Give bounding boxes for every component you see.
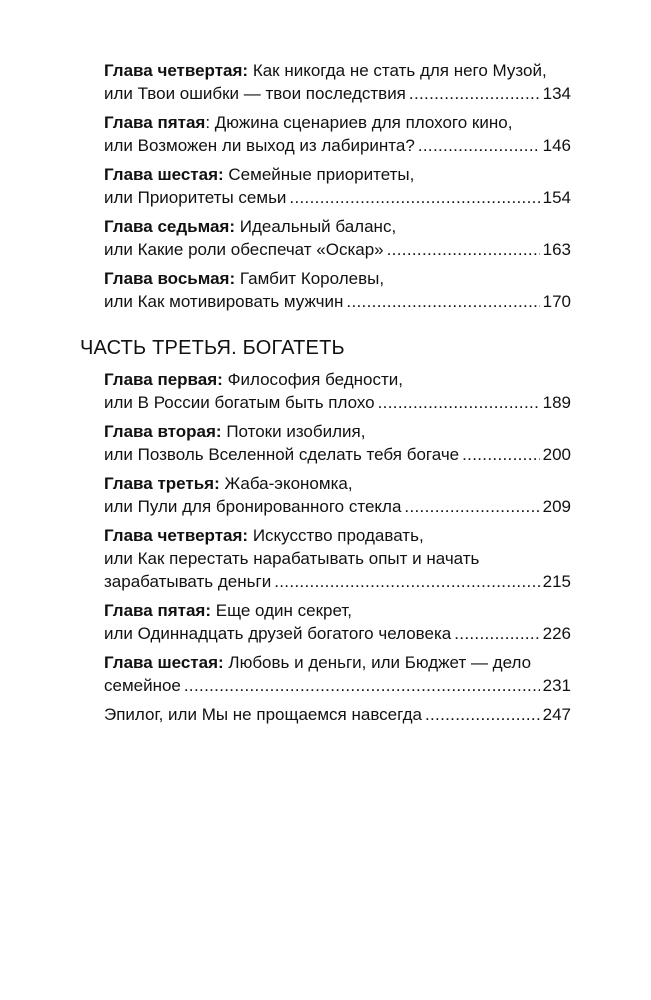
chapter-label: Глава восьмая: xyxy=(104,269,236,288)
entry-last-line xyxy=(104,703,571,726)
dot-leader xyxy=(425,703,540,726)
chapter-title: Искусство продавать, xyxy=(252,526,424,545)
dot-leader xyxy=(378,391,540,414)
chapter-title: Потоки изобилия, xyxy=(226,422,366,441)
entry-last-line xyxy=(104,134,571,157)
chapter-label: Глава третья: xyxy=(104,474,220,493)
dot-leader xyxy=(387,238,540,261)
dot-leader xyxy=(274,570,539,593)
toc-entry-chapter-3-frog[interactable] xyxy=(104,472,571,518)
entry-heading-line xyxy=(104,267,571,290)
epilogue-title: Эпилог, или Мы не прощаемся навсегда xyxy=(104,705,422,724)
chapter-title: Любовь и деньги, или Бюджет — дело xyxy=(228,653,532,672)
chapter-subtitle: или Возможен ли выход из лабиринта? xyxy=(104,136,415,155)
entry-last-line xyxy=(104,238,571,261)
chapter-title: Идеальный баланс, xyxy=(239,217,397,236)
toc-entry-chapter-6-love-money[interactable] xyxy=(104,651,571,697)
entry-last-line xyxy=(104,82,571,105)
toc-entry-chapter-5-secret[interactable] xyxy=(104,599,571,645)
page-number: 215 xyxy=(542,572,571,591)
toc-part-three xyxy=(104,368,571,732)
chapter-label: Глава вторая: xyxy=(104,422,222,441)
chapter-title: : Дюжина сценариев для плохого кино, xyxy=(205,113,513,132)
chapter-label: Глава пятая xyxy=(104,113,206,132)
entry-heading-line xyxy=(104,472,571,495)
toc-entry-chapter-4-muse[interactable] xyxy=(104,59,571,105)
page-number: 209 xyxy=(542,497,571,516)
dot-leader xyxy=(289,186,539,209)
entry-last-line xyxy=(104,290,571,313)
entry-last-line xyxy=(104,391,571,414)
entry-heading-line xyxy=(104,524,571,547)
page-number: 247 xyxy=(542,705,571,724)
page-number: 226 xyxy=(542,624,571,643)
chapter-subtitle: или В России богатым быть плохо xyxy=(104,393,375,412)
chapter-label: Глава пятая: xyxy=(104,601,211,620)
toc-entry-epilogue[interactable] xyxy=(104,703,571,726)
chapter-label: Глава шестая: xyxy=(104,165,224,184)
dot-leader xyxy=(409,82,540,105)
page-number: 200 xyxy=(542,445,571,464)
chapter-subtitle: или Позволь Вселенной сделать тебя богаче xyxy=(104,445,460,464)
chapter-label: Глава седьмая: xyxy=(104,217,235,236)
chapter-subtitle: или Приоритеты семьи xyxy=(104,188,287,207)
entry-last-line xyxy=(104,495,571,518)
entry-heading-line xyxy=(104,111,571,134)
toc-entry-chapter-1-poverty[interactable] xyxy=(104,368,571,414)
chapter-title: Семейные приоритеты, xyxy=(228,165,415,184)
toc-entry-chapter-5-scenarios[interactable] xyxy=(104,111,571,157)
chapter-label: Глава четвертая: xyxy=(104,61,249,80)
toc-part-two-continued xyxy=(104,59,571,319)
page-number: 134 xyxy=(542,84,571,103)
entry-last-line xyxy=(104,674,571,697)
dot-leader xyxy=(418,134,540,157)
chapter-title: Гамбит Королевы, xyxy=(239,269,385,288)
entry-last-line xyxy=(104,186,571,209)
entry-heading-line xyxy=(104,163,571,186)
page-number: 189 xyxy=(542,393,571,412)
chapter-subtitle: семейное xyxy=(104,676,181,695)
chapter-label: Глава первая: xyxy=(104,370,223,389)
part-three-heading: ЧАСТЬ ТРЕТЬЯ. БОГАТЕТЬ xyxy=(80,337,345,359)
entry-last-line xyxy=(104,570,571,593)
entry-heading-line xyxy=(104,599,571,622)
chapter-label: Глава шестая: xyxy=(104,653,224,672)
chapter-label: Глава четвертая: xyxy=(104,526,249,545)
chapter-subtitle: или Пули для бронированного стекла xyxy=(104,497,402,516)
toc-entry-chapter-7-balance[interactable] xyxy=(104,215,571,261)
entry-last-line xyxy=(104,622,571,645)
chapter-title: Философия бедности, xyxy=(227,370,403,389)
page-number: 231 xyxy=(542,676,571,695)
toc-entry-chapter-8-gambit[interactable] xyxy=(104,267,571,313)
entry-heading-line xyxy=(104,420,571,443)
dot-leader xyxy=(346,290,539,313)
toc-entry-chapter-4-selling[interactable] xyxy=(104,524,571,593)
entry-heading-line xyxy=(104,59,571,82)
chapter-subtitle: или Твои ошибки — твои последствия xyxy=(104,84,406,103)
dot-leader xyxy=(184,674,540,697)
entry-heading-line xyxy=(104,368,571,391)
page-number: 146 xyxy=(542,136,571,155)
chapter-subtitle: или Одиннадцать друзей богатого человека xyxy=(104,624,452,643)
chapter-subtitle: или Как мотивировать мужчин xyxy=(104,292,344,311)
entry-heading-line xyxy=(104,651,571,674)
page-number: 163 xyxy=(542,240,571,259)
toc-entry-chapter-6-priorities[interactable] xyxy=(104,163,571,209)
chapter-title: Жаба-экономка, xyxy=(224,474,353,493)
dot-leader xyxy=(462,443,540,466)
page-number: 170 xyxy=(542,292,571,311)
page-number: 154 xyxy=(542,188,571,207)
dot-leader xyxy=(454,622,539,645)
chapter-title: Еще один секрет, xyxy=(215,601,353,620)
chapter-subtitle: зарабатывать деньги xyxy=(104,572,272,591)
entry-middle-line: или Как перестать нарабатывать опыт и начать xyxy=(104,549,480,568)
entry-last-line xyxy=(104,443,571,466)
toc-entry-chapter-2-abundance[interactable] xyxy=(104,420,571,466)
chapter-title: Как никогда не стать для него Музой, xyxy=(252,61,547,80)
dot-leader xyxy=(404,495,539,518)
chapter-subtitle: или Какие роли обеспечат «Оскар» xyxy=(104,240,384,259)
entry-heading-line xyxy=(104,215,571,238)
